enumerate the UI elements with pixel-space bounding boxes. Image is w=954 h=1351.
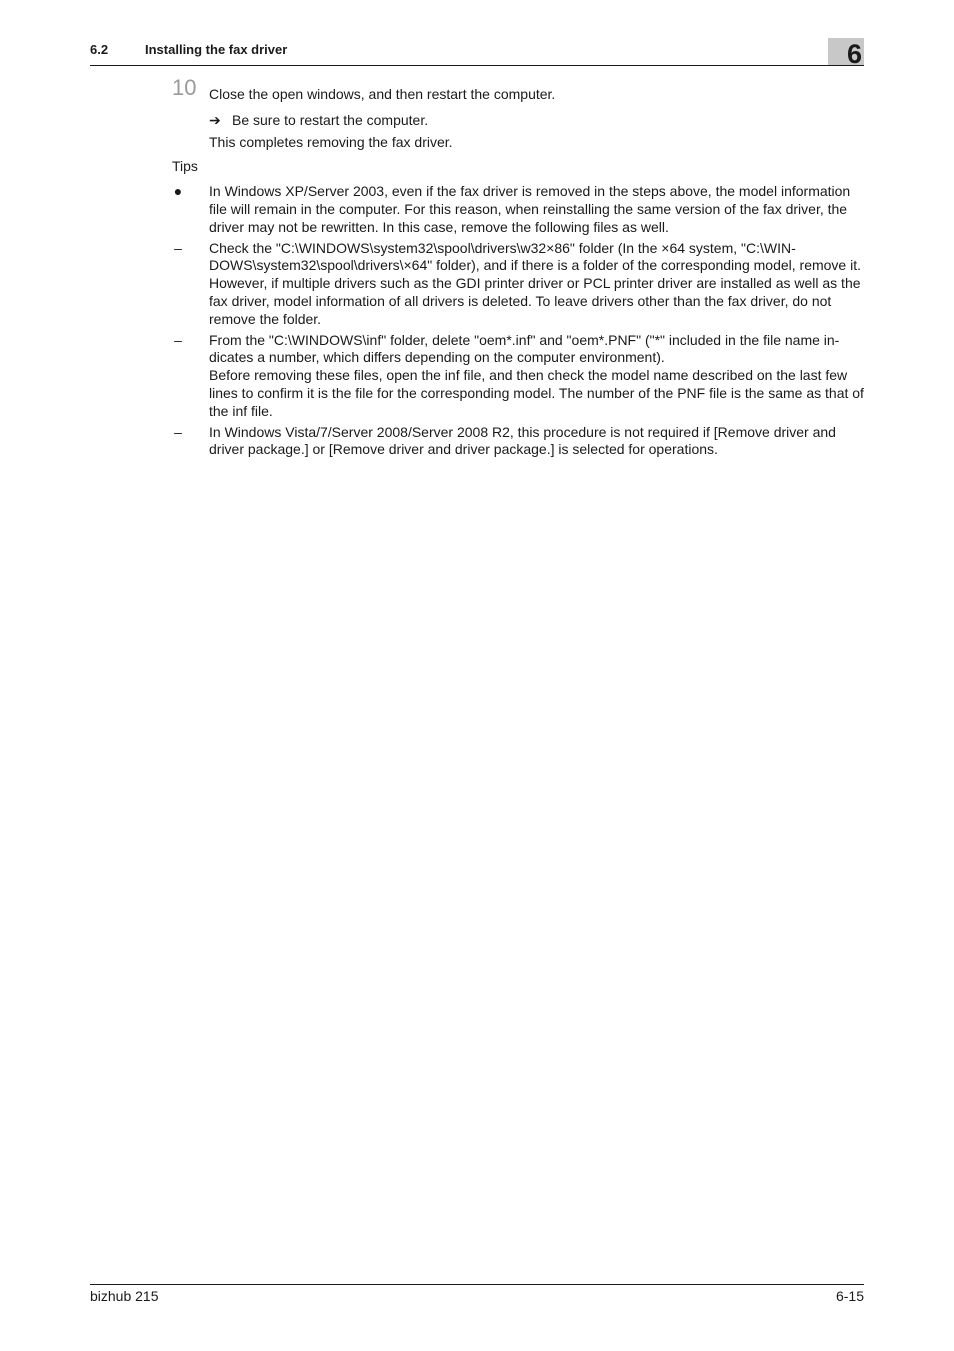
step-note-text: Be sure to restart the computer. [232, 111, 429, 128]
main-content [172, 75, 864, 459]
tip-item [172, 424, 864, 460]
chapter-tab: 6 [828, 38, 864, 65]
tip-item [172, 183, 864, 236]
arrow-icon: ➔ [209, 111, 221, 128]
page-footer [90, 1284, 864, 1304]
tip-text: In Windows XP/Server 2003, even if the fax driver is removed in the steps above, the model information file will remain in the computer. For this reason, when reinstalling the same version of the fax driver, the driver may not be rewritten. In this case, remove the following files as well. [209, 183, 851, 235]
step-text: Close the open windows, and then restart the computer. [209, 86, 556, 102]
page-number: 6-15 [835, 1288, 864, 1304]
section-title: Installing the fax driver [145, 42, 288, 57]
tip-text: From the "C:\WINDOWS\inf" folder, delete "oem*.inf" and "oem*.PNF" ("*" included in the file name in-dicates a number, which differs depending on the computer environment). [209, 331, 840, 366]
step-note [172, 112, 864, 130]
tip-item [172, 240, 864, 329]
completion-text: This completes removing the fax driver. [209, 133, 453, 150]
page-header [90, 38, 864, 69]
procedure-step [172, 75, 864, 104]
dash-icon: – [174, 331, 182, 348]
tip-text: In Windows Vista/7/Server 2008/Server 2008 R2, this procedure is not required if [Remove driver and driver package.] or [Remove driver and driver package.] is selected for operations. [209, 423, 836, 458]
product-name: bizhub 215 [90, 1288, 159, 1304]
bullet-icon: ● [173, 183, 183, 200]
tips-heading: Tips [172, 158, 198, 175]
section-number: 6.2 [90, 42, 109, 57]
tip-item [172, 332, 864, 421]
tip-text: Check the "C:\WINDOWS\system32\spool\drivers\w32×86" folder (In the ×64 system, "C:\WIN-DOWS\system32\spool\drivers\×64" folder), and if there is a folder of the corresponding model, remove it. However, if multiple drivers such as the GDI printer driver or PCL printer driver are installed as well as the fax driver, model information of all drivers is deleted. To leave drivers other than the fax driver, do not remove the folder. [209, 239, 861, 327]
dash-icon: – [174, 423, 182, 440]
step-number: 10 [172, 75, 197, 100]
dash-icon: – [174, 239, 182, 256]
tip-text-continued: Before removing these files, open the inf file, and then check the model name described on the last few lines to confirm it is the file for the corresponding model. The number of the PNF file is the same as that of the inf file. [209, 367, 864, 419]
